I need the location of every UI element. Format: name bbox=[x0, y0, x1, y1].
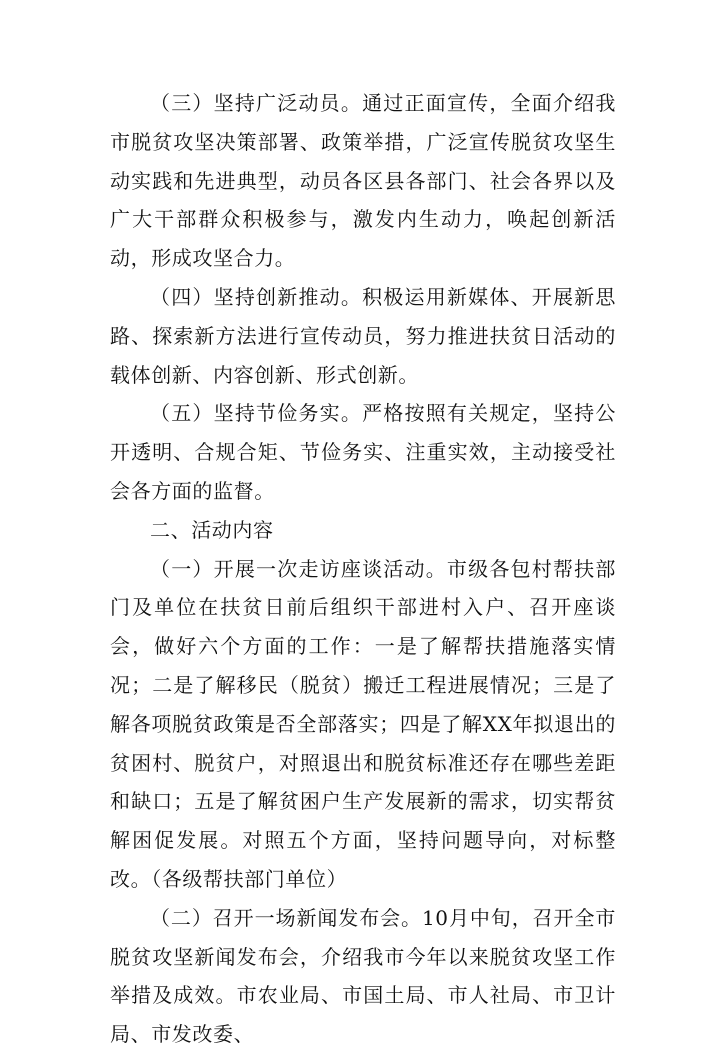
paragraph-activity-2: （二）召开一场新闻发布会。10月中旬，召开全市脱贫攻坚新闻发布会，介绍我市今年以来脱贫攻坚工作举措及成效。市农业局、市国土局、市人社局、市卫计局、市发改委、 bbox=[110, 905, 616, 1047]
document-body bbox=[110, 84, 616, 1054]
paragraph-activity-1: （一）开展一次走访座谈活动。市级各包村帮扶部门及单位在扶贫日前后组织干部进村入户、召开座谈会，做好六个方面的工作：一是了解帮扶措施落实情况；二是了解移民（脱贫）搬迁工程进展情况；三是了解各项脱贫政策是否全部落实；四是了解XX年拟退出的贫困村、脱贫户，对照退出和脱贫标准还存在哪些差距和缺口；五是了解贫困户生产发展新的需求，切实帮贫解困促发展。对照五个方面，坚持问题导向，对标整改。（各级帮扶部门单位） bbox=[110, 556, 616, 891]
paragraph-principle-4: （四）坚持创新推动。积极运用新媒体、开展新思路、探索新方法进行宣传动员，努力推进扶贫日活动的载体创新、内容创新、形式创新。 bbox=[110, 284, 616, 387]
section-heading-activities: 二、活动内容 bbox=[150, 517, 274, 542]
paragraph-principle-5: （五）坚持节俭务实。严格按照有关规定，坚持公开透明、合规合矩、节俭务实、注重实效，主动接受社会各方面的监督。 bbox=[110, 401, 616, 503]
paragraph-principle-3: （三）坚持广泛动员。通过正面宣传，全面介绍我市脱贫攻坚决策部署、政策举措，广泛宣传脱贫攻坚生动实践和先进典型，动员各区县各部门、社会各界以及广大干部群众积极参与，激发内生动力，唤起创新活动，形成攻坚合力。 bbox=[110, 91, 616, 271]
